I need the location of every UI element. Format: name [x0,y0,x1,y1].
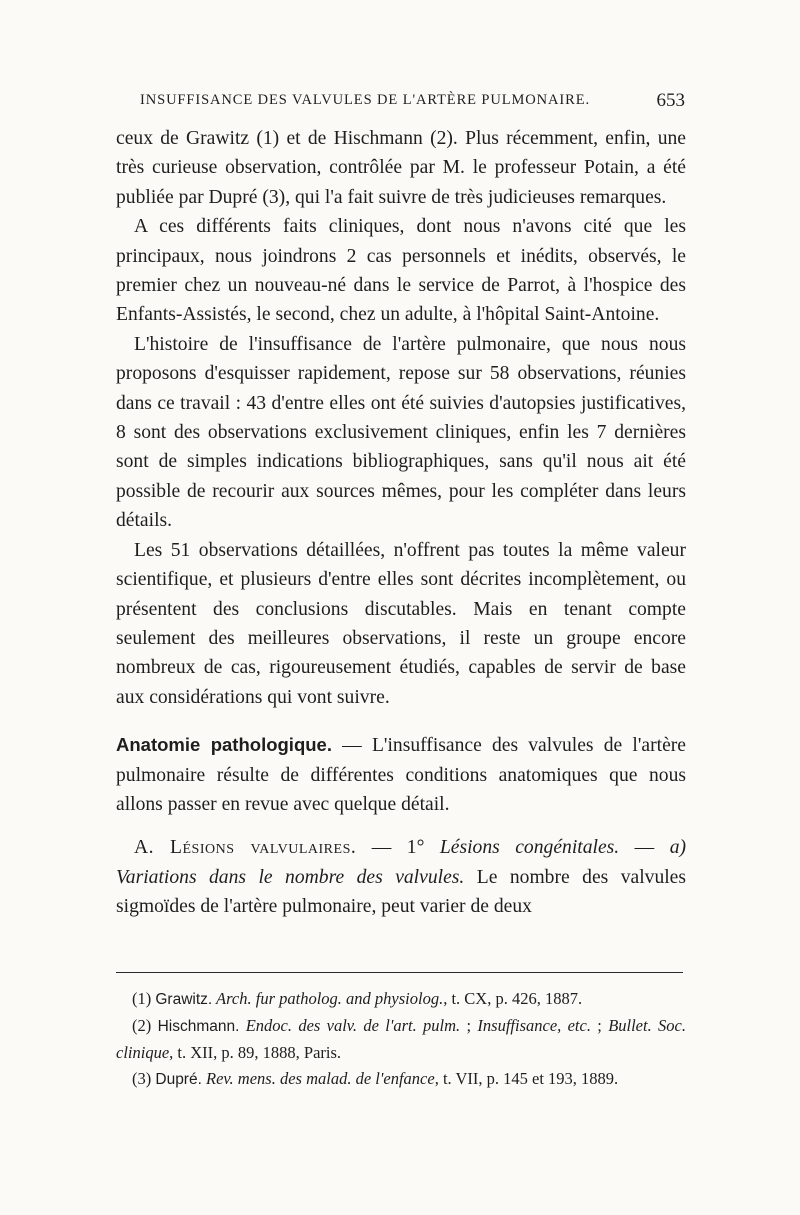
paragraph-anatomie [116,730,686,819]
body-text [116,124,686,922]
paragraph-lesions [116,833,686,921]
running-title: INSUFFISANCE DES VALVULES DE L'ARTÈRE PULMONAIRE. [140,92,591,108]
footnotes [116,986,686,1093]
footnote-marker: (3) [132,1069,156,1088]
subsection-heading: A. Lésions valvulaires. [134,837,357,859]
italic-heading-2: a) Variations dans le nombre des valvules. [116,837,687,888]
dash: — 1° [356,837,440,859]
footnote-2 [116,1013,686,1066]
footnote-ref: , t. VII, p. 145 et 193, 1889. [434,1069,619,1088]
footnote-title: Insuffisance, etc. [477,1016,591,1035]
page-number: 653 [656,90,685,111]
italic-heading-1: Lésions congénitales. [439,837,620,859]
footnote-journal: Bullet. Soc. clinique [116,1016,686,1062]
footnote-author: Hischmann. [157,1018,240,1035]
paragraph-anatomie-text: — L'insuffisance des valvules de l'artère pulmonaire résulte de différentes conditions anatomiques que nous allons passer en revue avec quelque détail. [116,735,686,815]
footnote-author: Dupré. [155,1071,202,1088]
footnote-author: Grawitz. [155,991,213,1008]
dash-2: — [619,837,670,859]
paragraph-4: Les 51 observations détaillées, n'offrent pas toutes la même valeur scientifique, et plusieurs d'entre elles sont décrites incomplètement, ou présentent des conclusions discutables. Mais en tenant compte seulement des meilleures observations, il reste un groupe encore nombreux de cas, rigoureusement étudiés, capables de servir de base aux considérations qui vont suivre. [116,539,686,708]
separator: ; [590,1016,609,1035]
footnote-rule [116,972,683,973]
footnote-marker: (1) [132,989,156,1008]
footnote-1 [116,986,686,1013]
footnote-ref: , t. CX, p. 426, 1887. [443,989,583,1008]
separator: ; [460,1016,478,1035]
paragraph-2: A ces différents faits cliniques, dont nous n'avons cité que les principaux, nous joindrons 2 cas personnels et inédits, observés, le premier chez un nouveau-né dans le service de Parrot, à l'hospice des Enfants-Assistés, le second, chez un adulte, à l'hôpital Saint-Antoine. [116,216,686,326]
paragraph-1: ceux de Grawitz (1) et de Hischmann (2). Plus récemment, enfin, une très curieuse observation, contrôlée par M. le professeur Potain, a été publiée par Dupré (3), qui l'a fait suivre de très judicieuses remarques. [116,128,686,208]
footnote-ref: , t. XII, p. 89, 1888, Paris. [169,1043,342,1062]
paragraph-3: L'histoire de l'insuffisance de l'artère pulmonaire, que nous nous proposons d'esquisser rapidement, repose sur 58 observations, réunies dans ce travail : 43 d'entre elles ont été suivies d'autopsies justificatives, 8 sont des observations exclusivement cliniques, enfin les 7 dernières sont de simples indications bibliographiques, sans qu'il nous ait été possible de recourir aux sources mêmes, pour les compléter dans leurs détails. [116,333,686,532]
footnote-title: Endoc. des valv. de l'art. pulm. [239,1016,461,1035]
paragraph-lesions-text: Le nombre des valvules sigmoïdes de l'artère pulmonaire, peut varier de deux [116,866,687,918]
section-heading: Anatomie pathologique. [116,734,332,756]
running-head [140,92,685,109]
footnote-marker: (2) [132,1016,158,1035]
footnote-title: Rev. mens. des malad. de l'enfance [201,1069,435,1088]
footnote-3 [116,1066,686,1093]
footnote-title: Arch. fur patholog. and physiolog. [212,989,444,1008]
